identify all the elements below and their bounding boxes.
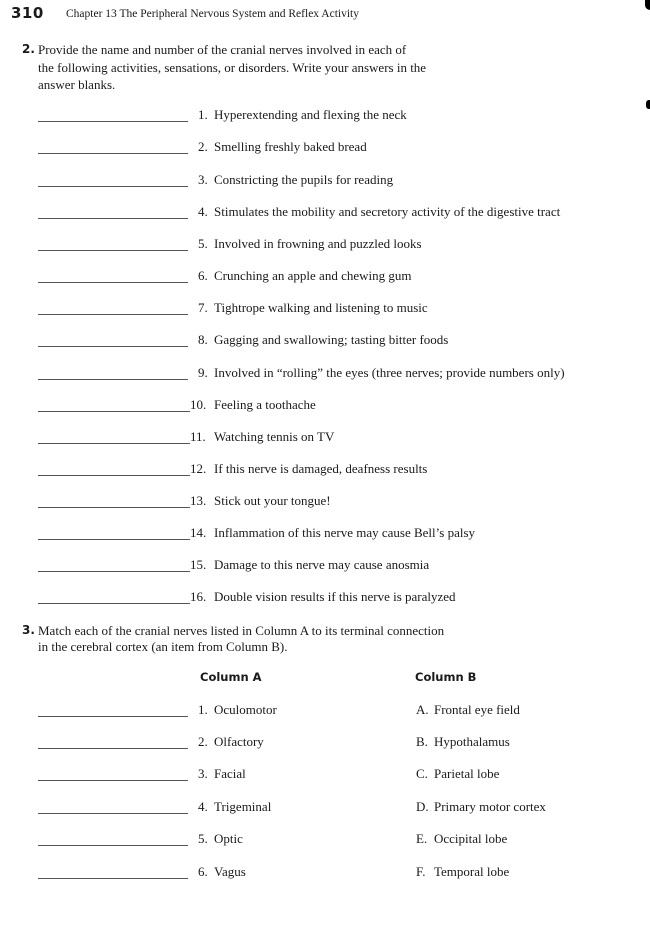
column-b-item: Temporal lobe <box>434 864 510 879</box>
answer-blank[interactable] <box>38 282 188 283</box>
item-text: Gagging and swallowing; tasting bitter foods <box>214 332 449 347</box>
answer-blank[interactable] <box>38 186 188 187</box>
column-b-header: Column B <box>415 670 477 684</box>
page-number: 310 <box>11 4 44 22</box>
column-b-letter: D. <box>416 799 429 814</box>
item-number: 9. <box>198 365 208 380</box>
answer-blank[interactable] <box>38 748 188 749</box>
column-b-item: Primary motor cortex <box>434 799 546 814</box>
column-a-header: Column A <box>200 670 262 684</box>
column-a-item: Olfactory <box>214 734 264 749</box>
column-a-number: 2. <box>198 734 208 749</box>
item-number: 10. <box>190 397 207 412</box>
column-b-letter: E. <box>416 831 428 846</box>
item-text: Constricting the pupils for reading <box>214 172 394 187</box>
column-b-letter: A. <box>416 702 429 717</box>
item-text: Involved in “rolling” the eyes (three nerves; provide numbers only) <box>214 365 565 380</box>
item-number: 1. <box>198 107 208 122</box>
column-a-item: Vagus <box>214 864 246 879</box>
answer-blank[interactable] <box>38 475 190 476</box>
item-text: Inflammation of this nerve may cause Bell’s palsy <box>214 525 476 540</box>
question-2-number: 2. <box>22 42 35 56</box>
question-2-prompt-line: Provide the name and number of the cranial nerves involved in each of <box>38 42 407 57</box>
item-text: Smelling freshly baked bread <box>214 139 367 154</box>
item-text: If this nerve is damaged, deafness results <box>214 461 428 476</box>
answer-blank[interactable] <box>38 411 190 412</box>
column-b-letter: B. <box>416 734 428 749</box>
column-a-number: 4. <box>198 799 208 814</box>
item-text: Damage to this nerve may cause anosmia <box>214 557 430 572</box>
answer-blank[interactable] <box>38 346 188 347</box>
column-a-item: Oculomotor <box>214 702 277 717</box>
scan-artifact <box>646 100 650 109</box>
item-text: Stimulates the mobility and secretory activity of the digestive tract <box>214 204 561 219</box>
answer-blank[interactable] <box>38 218 188 219</box>
answer-blank[interactable] <box>38 571 190 572</box>
item-number: 15. <box>190 557 207 572</box>
answer-blank[interactable] <box>38 153 188 154</box>
answer-blank[interactable] <box>38 878 188 879</box>
question-3-prompt-line: Match each of the cranial nerves listed in Column A to its terminal connection <box>38 623 445 638</box>
chapter-title: Chapter 13 The Peripheral Nervous System and Reflex Activity <box>66 8 359 20</box>
question-3-prompt-line: in the cerebral cortex (an item from Column B). <box>38 639 288 654</box>
answer-blank[interactable] <box>38 780 188 781</box>
answer-blank[interactable] <box>38 539 190 540</box>
item-text: Crunching an apple and chewing gum <box>214 268 412 283</box>
column-a-item: Facial <box>214 766 246 781</box>
item-text: Hyperextending and flexing the neck <box>214 107 407 122</box>
item-text: Feeling a toothache <box>214 397 316 412</box>
answer-blank[interactable] <box>38 121 188 122</box>
answer-blank[interactable] <box>38 250 188 251</box>
item-number: 5. <box>198 236 208 251</box>
item-number: 13. <box>190 493 207 508</box>
column-b-item: Parietal lobe <box>434 766 500 781</box>
item-text: Stick out your tongue! <box>214 493 331 508</box>
answer-blank[interactable] <box>38 603 190 604</box>
column-a-item: Trigeminal <box>214 799 272 814</box>
item-number: 12. <box>190 461 207 476</box>
answer-blank[interactable] <box>38 813 188 814</box>
column-a-number: 3. <box>198 766 208 781</box>
item-text: Watching tennis on TV <box>214 429 335 444</box>
item-number: 4. <box>198 204 208 219</box>
answer-blank[interactable] <box>38 845 188 846</box>
scan-artifact <box>645 0 650 10</box>
item-text: Double vision results if this nerve is paralyzed <box>214 589 456 604</box>
item-number: 11. <box>190 429 206 444</box>
question-3-number: 3. <box>22 623 35 637</box>
item-number: 6. <box>198 268 208 283</box>
column-b-letter: F. <box>416 864 426 879</box>
column-b-item: Hypothalamus <box>434 734 510 749</box>
answer-blank[interactable] <box>38 716 188 717</box>
column-a-item: Optic <box>214 831 243 846</box>
item-text: Involved in frowning and puzzled looks <box>214 236 422 251</box>
item-number: 14. <box>190 525 207 540</box>
item-number: 2. <box>198 139 208 154</box>
item-text: Tightrope walking and listening to music <box>214 300 428 315</box>
column-b-letter: C. <box>416 766 428 781</box>
column-a-number: 6. <box>198 864 208 879</box>
question-2-prompt-line: the following activities, sensations, or disorders. Write your answers in the <box>38 60 427 75</box>
item-number: 7. <box>198 300 208 315</box>
column-b-item: Occipital lobe <box>434 831 508 846</box>
answer-blank[interactable] <box>38 443 190 444</box>
item-number: 16. <box>190 589 207 604</box>
column-a-number: 1. <box>198 702 208 717</box>
answer-blank[interactable] <box>38 507 190 508</box>
item-number: 8. <box>198 332 208 347</box>
question-2-prompt-line: answer blanks. <box>38 77 116 92</box>
column-a-number: 5. <box>198 831 208 846</box>
answer-blank[interactable] <box>38 379 188 380</box>
item-number: 3. <box>198 172 208 187</box>
column-b-item: Frontal eye field <box>434 702 520 717</box>
answer-blank[interactable] <box>38 314 188 315</box>
